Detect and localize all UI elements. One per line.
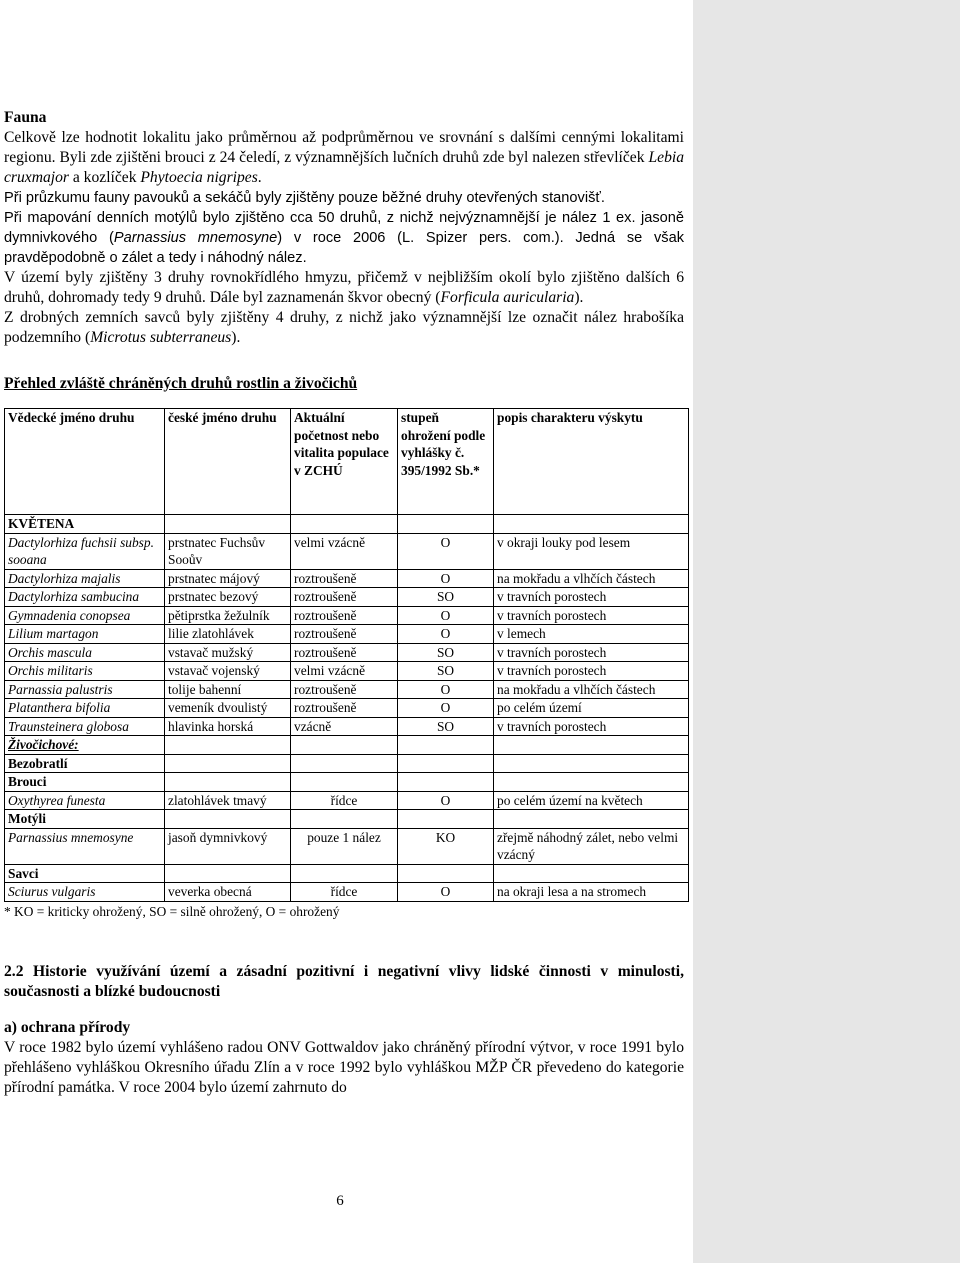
table-row bbox=[5, 662, 689, 681]
occurrence: v travních porostech bbox=[494, 643, 689, 662]
occurrence: po celém území bbox=[494, 699, 689, 718]
fauna-paragraph-2: Při průzkumu fauny pavouků a sekáčů byly zjištěny pouze běžné druhy otevřených stanovišť. bbox=[4, 190, 605, 206]
abundance: roztroušeně bbox=[291, 643, 398, 662]
abundance: velmi vzácně bbox=[291, 533, 398, 569]
threat-status: O bbox=[398, 883, 494, 902]
threat-status: O bbox=[398, 606, 494, 625]
category-label: Brouci bbox=[5, 773, 165, 792]
table-row bbox=[5, 625, 689, 644]
history-paragraph: V roce 1982 bylo území vyhlášeno radou ONV Gottwaldov jako chráněný přírodní výtvor, v roce 1991 bylo přehlášeno vyhláškou Okresního úřadu Zlín a v roce 1992 bylo vyhláškou MŽP ČR převedeno do kategorie přírodní památka. V roce 2004 bylo území zahrnuto do bbox=[4, 1038, 684, 1096]
protected-species-table bbox=[4, 408, 689, 902]
table-row bbox=[5, 588, 689, 607]
table-row bbox=[5, 680, 689, 699]
abundance: roztroušeně bbox=[291, 680, 398, 699]
czech-name: veverka obecná bbox=[165, 883, 291, 902]
occurrence: na mokřadu a vlhčích částech bbox=[494, 680, 689, 699]
scientific-name: Orchis mascula bbox=[8, 644, 92, 660]
occurrence: po celém území na květech bbox=[494, 791, 689, 810]
header-scientific-name: Vědecké jméno druhu bbox=[5, 409, 165, 515]
threat-status: SO bbox=[398, 588, 494, 607]
header-description: popis charakteru výskytu bbox=[494, 409, 689, 515]
czech-name: zlatohlávek tmavý bbox=[165, 791, 291, 810]
czech-name: vstavač mužský bbox=[165, 643, 291, 662]
abundance: velmi vzácně bbox=[291, 662, 398, 681]
scientific-name: Sciurus vulgaris bbox=[8, 884, 96, 899]
czech-name: prstnatec májový bbox=[165, 569, 291, 588]
category-row bbox=[5, 810, 689, 829]
threat-status: O bbox=[398, 569, 494, 588]
page-number: 6 bbox=[336, 1193, 344, 1209]
czech-name: jasoň dymnivkový bbox=[165, 828, 291, 864]
scientific-name: Platanthera bifolia bbox=[8, 700, 111, 715]
threat-status: O bbox=[398, 533, 494, 569]
occurrence: v travních porostech bbox=[494, 717, 689, 736]
scientific-name: Dactylorhiza fuchsii subsp. sooana bbox=[8, 534, 154, 567]
abundance: roztroušeně bbox=[291, 625, 398, 644]
header-threat-status: stupeň ohrožení podle vyhlášky č. 395/1992 Sb.* bbox=[398, 409, 494, 515]
fauna-paragraph-3: Při mapování denních motýlů bylo zjištěno cca 50 druhů, z nichž nejvýznamnější je nález 1 ex. jasoně dymnivkového (Parnassius mnemosyne) v roce 2006 (L. Spizer pers. com.). Jedná se však pravděpodobně o zálet a tedy i náhodný nález. bbox=[4, 210, 684, 266]
scientific-name: Traunsteinera globosa bbox=[8, 718, 129, 734]
table-row bbox=[5, 791, 689, 810]
scientific-name: Dactylorhiza sambucina bbox=[8, 589, 140, 604]
fauna-heading: Fauna bbox=[4, 109, 47, 126]
occurrence: na mokřadu a vlhčích částech bbox=[494, 569, 689, 588]
category-label: Bezobratlí bbox=[5, 754, 165, 773]
occurrence: v travních porostech bbox=[494, 662, 689, 681]
threat-status: SO bbox=[398, 662, 494, 681]
scientific-name: Orchis militaris bbox=[8, 663, 93, 678]
species-overview-title: Přehled zvláště chráněných druhů rostlin a živočichů bbox=[4, 375, 358, 392]
czech-name: vemeník dvoulistý bbox=[165, 699, 291, 718]
czech-name: prstnatec bezový bbox=[165, 588, 291, 607]
abundance: roztroušeně bbox=[291, 699, 398, 718]
threat-status: O bbox=[398, 791, 494, 810]
category-label: Živočichové: bbox=[8, 737, 79, 752]
table-row bbox=[5, 533, 689, 569]
occurrence: v okraji louky pod lesem bbox=[494, 533, 689, 569]
abundance: roztroušeně bbox=[291, 569, 398, 588]
occurrence: na okraji lesa a na stromech bbox=[494, 883, 689, 902]
document-body bbox=[4, 108, 684, 1098]
abundance: vzácně bbox=[291, 717, 398, 736]
occurrence: v travních porostech bbox=[494, 588, 689, 607]
scientific-name: Lilium martagon bbox=[8, 626, 99, 641]
scientific-name: Parnassius mnemosyne bbox=[8, 829, 134, 845]
table-row bbox=[5, 717, 689, 736]
category-row bbox=[5, 754, 689, 773]
threat-status: O bbox=[398, 699, 494, 718]
czech-name: lilie zlatohlávek bbox=[165, 625, 291, 644]
abundance: řídce bbox=[291, 791, 398, 810]
table-row bbox=[5, 828, 689, 864]
scientific-name: Parnassia palustris bbox=[8, 681, 113, 697]
fauna-paragraph-5: Z drobných zemních savců byly zjištěny 4 druhy, z nichž jako významnější lze označit nález hrabošíka podzemního (Microtus subterraneus). bbox=[4, 309, 684, 346]
table-row bbox=[5, 699, 689, 718]
right-margin-panel bbox=[693, 0, 960, 1263]
history-heading: 2.2 Historie využívání území a zásadní pozitivní i negativní vlivy lidské činnosti v minulosti, současnosti a blízké budoucnosti bbox=[4, 962, 684, 1000]
threat-status: KO bbox=[398, 828, 494, 864]
category-row bbox=[5, 773, 689, 792]
nature-protection-subheading: a) ochrana přírody bbox=[4, 1018, 131, 1036]
abundance: roztroušeně bbox=[291, 588, 398, 607]
fauna-paragraph-1: Celkově lze hodnotit lokalitu jako průměrnou až podprůměrnou ve srovnání s dalšími cennými lokalitami regionu. Byli zde zjištěni brouci z 24 čeledí, z významnějších lučních druhů zde byl nalezen střevlíček Lebia cruxmajor a kozlíček Phytoecia nigripes. bbox=[4, 129, 684, 186]
czech-name: tolije bahenní bbox=[165, 680, 291, 699]
threat-status: SO bbox=[398, 643, 494, 662]
scientific-name: Oxythyrea funesta bbox=[8, 792, 106, 808]
table-row bbox=[5, 883, 689, 902]
czech-name: pětiprstka žežulník bbox=[165, 606, 291, 625]
category-row bbox=[5, 515, 689, 534]
abundance: pouze 1 nález bbox=[291, 828, 398, 864]
scientific-name: Dactylorhiza majalis bbox=[8, 570, 121, 586]
scientific-name: Gymnadenia conopsea bbox=[8, 607, 131, 623]
threat-status: O bbox=[398, 625, 494, 644]
table-row bbox=[5, 569, 689, 588]
category-label: Motýli bbox=[5, 810, 165, 829]
header-czech-name: české jméno druhu bbox=[165, 409, 291, 515]
table-row bbox=[5, 606, 689, 625]
czech-name: prstnatec Fuchsův Sooův bbox=[165, 533, 291, 569]
occurrence: v lemech bbox=[494, 625, 689, 644]
category-label: Savci bbox=[5, 864, 165, 883]
occurrence: zřejmě náhodný zálet, nebo velmi vzácný bbox=[494, 828, 689, 864]
threat-status: O bbox=[398, 680, 494, 699]
table-footnote: * KO = kriticky ohrožený, SO = silně ohrožený, O = ohrožený bbox=[4, 903, 340, 919]
header-abundance: Aktuální početnost nebo vitalita populace v ZCHÚ bbox=[291, 409, 398, 515]
category-label: KVĚTENA bbox=[5, 515, 165, 534]
table-header-row bbox=[5, 409, 689, 515]
category-row bbox=[5, 864, 689, 883]
fauna-paragraph-4: V území byly zjištěny 3 druhy rovnokřídlého hmyzu, přičemž v nejbližším okolí bylo zjištěno dalších 6 druhů, dohromady tedy 9 druhů. Dále byl zaznamenán škvor obecný (Forficula auricularia). bbox=[4, 269, 684, 306]
category-row bbox=[5, 736, 689, 755]
threat-status: SO bbox=[398, 717, 494, 736]
abundance: řídce bbox=[291, 883, 398, 902]
table-row bbox=[5, 643, 689, 662]
abundance: roztroušeně bbox=[291, 606, 398, 625]
czech-name: vstavač vojenský bbox=[165, 662, 291, 681]
occurrence: v travních porostech bbox=[494, 606, 689, 625]
czech-name: hlavinka horská bbox=[165, 717, 291, 736]
